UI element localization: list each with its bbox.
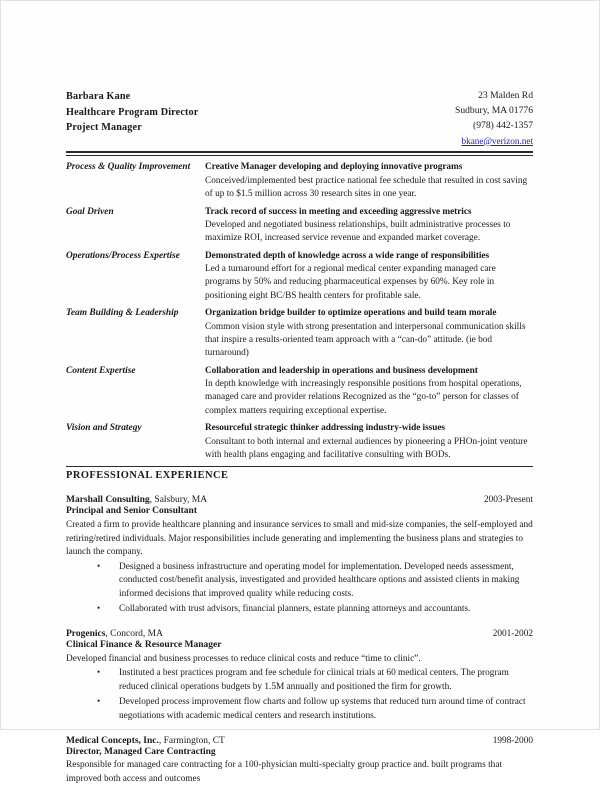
resume-header <box>66 89 533 149</box>
competency-headline: Organization bridge builder to optimize operations and build team morale <box>205 308 497 319</box>
experience-entry <box>66 495 533 617</box>
job-summary: Responsible for managed care contracting for a 100-physician multi-specialty group practice and. built programs that improved both access and outcomes <box>66 760 503 784</box>
competency-label: Goal Driven <box>66 206 114 217</box>
job-bullet-list <box>66 667 533 723</box>
employer-location: , Salsbury, MA <box>149 495 208 506</box>
employer-line <box>66 495 207 505</box>
competency-row <box>66 422 533 462</box>
competency-body <box>205 307 533 361</box>
phone-number: (978) 442-1357 <box>473 119 533 131</box>
job-summary: Created a firm to provide healthcare planning and insurance services to small and mid-size companies, the self-employed and retiring/retired individuals. Major responsibilities include generating and implementing the business plans and strategies to launch the company. <box>66 520 533 558</box>
email-link[interactable]: bkane@verizon.net <box>461 135 533 146</box>
competency-detail: Conceived/implemented best practice national fee schedule that resulted in cost saving of up to $1.5 million across 30 research sites in one year. <box>205 175 528 200</box>
competency-body <box>205 250 533 304</box>
competency-body <box>205 161 533 201</box>
competency-row <box>66 161 533 201</box>
employer-line <box>66 629 163 639</box>
competency-label: Process & Quality Improvement <box>66 162 191 173</box>
candidate-name: Barbara Kane <box>66 91 131 102</box>
employer-name: Marshall Consulting <box>66 495 150 506</box>
employer-name: Progenics <box>66 629 106 640</box>
competency-body <box>205 206 533 246</box>
job-bullet: • Developed process improvement flow charts and follow up systems that reduced turn around time of contract negotiations with academic medical centers and research institutions. <box>66 696 533 723</box>
contact-name-block <box>66 89 198 136</box>
competency-detail: Consultant to both internal and external audiences by pioneering a PHOn-joint venture with health plans engaging and facilitative consulting with BODs. <box>205 436 528 460</box>
job-bullet-list <box>66 561 533 617</box>
competency-label: Operations/Process Expertise <box>66 250 180 261</box>
experience-entry <box>66 736 533 786</box>
competency-headline: Creative Manager developing and deploying innovative programs <box>205 162 463 173</box>
job-title: Director, Managed Care Contracting <box>66 746 216 757</box>
competency-headline: Collaboration and leadership in operations and business development <box>205 365 478 376</box>
employer-name: Medical Concepts, Inc. <box>66 735 159 746</box>
candidate-title-2: Project Manager <box>66 122 142 133</box>
employer-location: , Concord, MA <box>105 629 163 640</box>
competency-label: Team Building & Leadership <box>66 308 179 319</box>
employer-line <box>66 736 225 746</box>
contact-info-block <box>455 89 533 149</box>
job-summary: Developed financial and business processes to reduce clinical costs and reduce “time to clinic”. <box>66 653 421 664</box>
experience-entry-header <box>66 629 533 639</box>
core-competencies-table <box>66 161 533 462</box>
competency-label: Vision and Strategy <box>66 423 142 434</box>
competency-detail: Led a turnaround effort for a regional medical center expanding managed care programs by 50% and reducing pharmaceutical expenses by 60%. Key role in positioning eight BC/BS health centers for profitable sale. <box>205 264 496 301</box>
competency-row <box>66 250 533 304</box>
job-bullet: • Instituted a best practices program and fee schedule for clinical trials at 60 medical centers. The program reduced clinical operations budgets by 1.5M annually and positioned the firm for growth. <box>66 667 533 694</box>
competency-headline: Resourceful strategic thinker addressing industry-wide issues <box>205 423 445 434</box>
job-bullet: • Designed a business infrastructure and operating model for implementation. Developed needs assessment, conducted cost/benefit analysis, investigated and provided healthcare options and assisted clients in making informed decisions that improved quality while reducing costs. <box>66 561 533 602</box>
competency-detail: Developed and negotiated business relationships, built administrative processes to maximize ROI, increased service revenue and expanded market coverage. <box>205 219 511 244</box>
employment-dates: 1998-2000 <box>492 735 533 746</box>
competency-detail: Common vision style with strong presentation and interpersonal communication skills that inspire a results-oriented team approach with a “can-do” attitude. (ie bod turnaround) <box>205 321 526 359</box>
job-bullet: • Collaborated with trust advisors, financial planners, estate planning attorneys and accountants. <box>66 603 533 617</box>
competency-body <box>205 422 533 462</box>
competency-headline: Demonstrated depth of knowledge across a wide range of responsibilities <box>205 250 490 261</box>
competency-row <box>66 206 533 246</box>
section-heading-experience: PROFESSIONAL EXPERIENCE <box>66 470 229 482</box>
experience-entry-header <box>66 495 533 505</box>
job-title: Principal and Senior Consultant <box>66 506 198 517</box>
address-line-2: Sudbury, MA 01776 <box>455 104 533 116</box>
job-title: Clinical Finance & Resource Manager <box>66 640 222 651</box>
competency-headline: Track record of success in meeting and exceeding aggressive metrics <box>205 206 472 217</box>
experience-entry-header <box>66 736 533 746</box>
competency-body <box>205 365 533 419</box>
address-line-1: 23 Malden Rd <box>478 90 533 101</box>
employment-dates: 2003-Present <box>483 495 533 506</box>
candidate-title-1: Healthcare Program Director <box>66 106 199 118</box>
employer-location: , Farmington, CT <box>158 735 225 746</box>
competency-detail: In depth knowledge with increasingly responsible positions from hospital operations, managed care and provider relations Recognized as the “go-to” person for classes of complex matters requiring exceptional expertise. <box>205 379 522 416</box>
experience-entry <box>66 629 533 724</box>
header-divider <box>66 151 533 156</box>
competency-label: Content Expertise <box>66 365 136 376</box>
experience-list <box>66 495 533 786</box>
competency-row <box>66 365 533 419</box>
employment-dates: 2001-2002 <box>492 629 533 640</box>
competency-row <box>66 307 533 361</box>
